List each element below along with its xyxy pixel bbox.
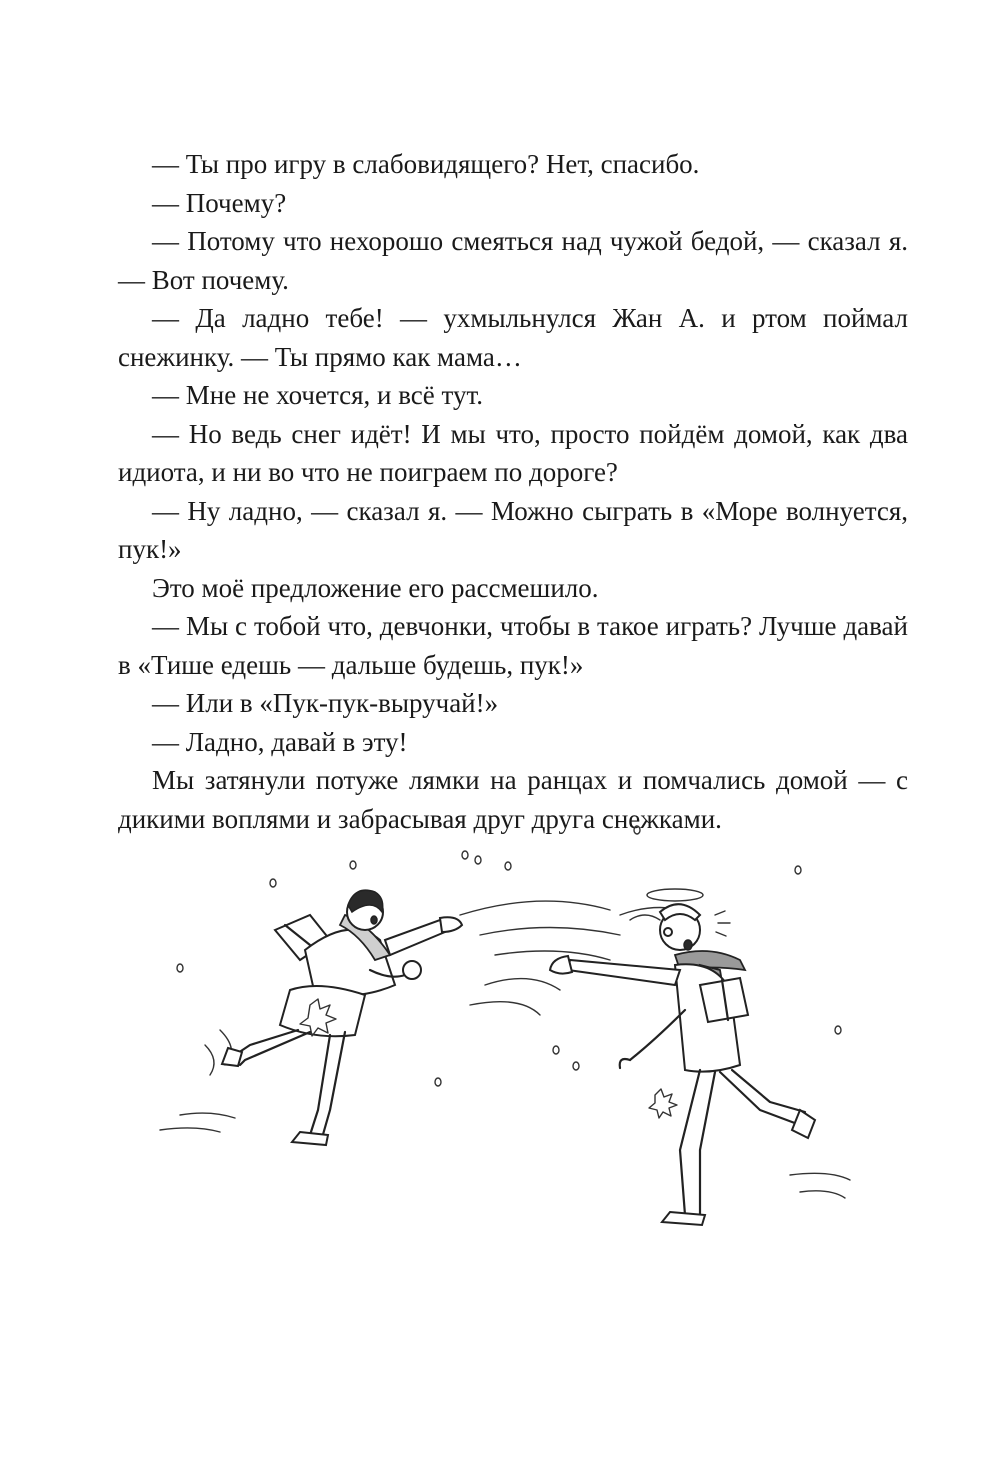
paragraph-11: — Ладно, давай в эту! bbox=[152, 726, 408, 757]
right-child bbox=[550, 889, 815, 1225]
paragraph-5: — Мне не хочется, и всё тут. bbox=[152, 380, 483, 410]
paragraph-1: — Ты про игру в слабовидящего? Нет, спасибо. bbox=[152, 149, 700, 179]
story-text bbox=[118, 145, 908, 838]
snowball-fight-illustration bbox=[140, 820, 860, 1240]
paragraph-10: — Или в «Пук-пук-выручай!» bbox=[152, 688, 499, 718]
paragraph-8: Это моё предложение его рассмешило. bbox=[152, 572, 599, 603]
left-child bbox=[222, 890, 462, 1145]
paragraph-3: — Потому что нехорошо смеяться над чужой бедой, — сказал я. — Вот почему. bbox=[118, 226, 908, 295]
paragraph-12: Мы затянули потуже лямки на ранцах и помчались домой — с дикими воплями и забрасывая друг друга снежками. bbox=[118, 765, 908, 834]
motion-lines bbox=[160, 901, 850, 1198]
paragraph-2: — Почему? bbox=[152, 187, 287, 218]
paragraph-4: — Да ладно тебе! — ухмыльнулся Жан А. и ртом поймал снежинку. — Ты прямо как мама… bbox=[118, 303, 908, 372]
paragraph-6: — Но ведь снег идёт! И мы что, просто пойдём домой, как два идиота, и ни во что не поиграем по дороге? bbox=[118, 418, 908, 487]
paragraph-9: — Мы с тобой что, девчонки, чтобы в такое играть? Лучше давай в «Тише едешь — дальше будешь, пук!» bbox=[118, 611, 908, 680]
paragraph-7: — Ну ладно, — сказал я. — Можно сыграть в «Море волнуется, пук!» bbox=[118, 495, 908, 564]
